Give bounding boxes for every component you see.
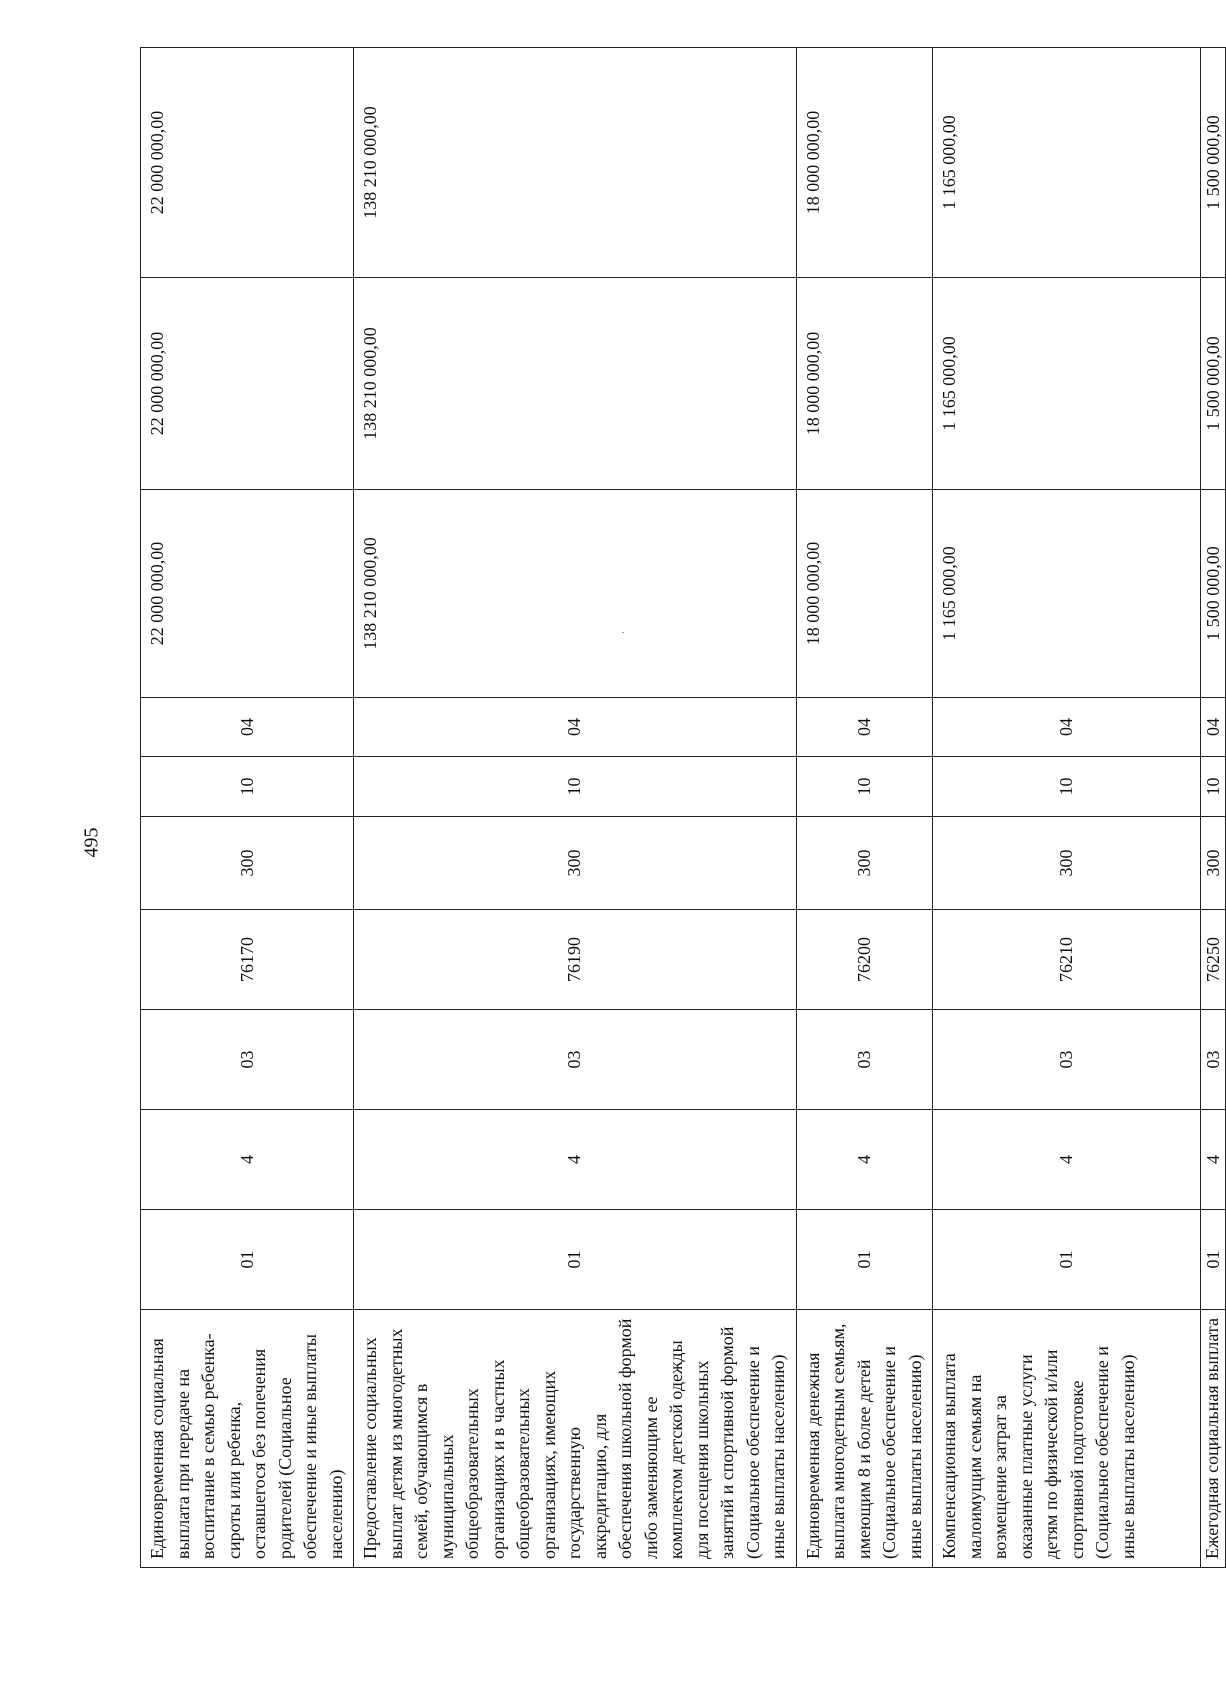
code-01: 01 (1201, 1210, 1226, 1310)
subsection-code: 04 (354, 698, 797, 757)
code-01: 01 (141, 1210, 354, 1310)
code-03: 03 (354, 1010, 797, 1110)
amount-2: 138 210 000,00 (354, 278, 797, 490)
table-row (796, 48, 933, 1568)
code-4: 4 (933, 1110, 1201, 1210)
row-name: Единовременная социальная выплата при передаче на воспитание в семью ребенка-сироты или ребенка, оставшегося без попечения родителей (Социальное обеспечение и иные выплаты населению) (141, 1310, 354, 1568)
section-code: 10 (141, 757, 354, 817)
subsection-code: 04 (933, 698, 1201, 757)
amount-2: 1 500 000,00 (1201, 278, 1226, 490)
amount-2: 1 165 000,00 (933, 278, 1201, 490)
amount-3: 1 500 000,00 (1201, 48, 1226, 278)
table-row (933, 48, 1201, 1568)
expense-type: 300 (796, 817, 933, 910)
amount-1: 1 500 000,00 (1201, 490, 1226, 698)
subsection-code: 04 (1201, 698, 1226, 757)
code-4: 4 (1201, 1110, 1226, 1210)
table-row (354, 48, 797, 1568)
amount-3: 22 000 000,00 (141, 48, 354, 278)
amount-1: 22 000 000,00 (141, 490, 354, 698)
budget-table (140, 47, 1226, 1568)
amount-3: 138 210 000,00 (354, 48, 797, 278)
amount-1: 138 210 000,00 (354, 490, 797, 698)
expense-type: 300 (354, 817, 797, 910)
code-01: 01 (354, 1210, 797, 1310)
code-03: 03 (141, 1010, 354, 1110)
code-4: 4 (354, 1110, 797, 1210)
expense-type: 300 (1201, 817, 1226, 910)
amount-1: 1 165 000,00 (933, 490, 1201, 698)
target-code: 76200 (796, 910, 933, 1010)
row-name: Ежегодная социальная выплата (1201, 1310, 1226, 1568)
code-4: 4 (796, 1110, 933, 1210)
section-code: 10 (933, 757, 1201, 817)
amount-2: 22 000 000,00 (141, 278, 354, 490)
row-name: Компенсационная выплата малоимущим семьям на возмещение затрат за оказанные платные услуги детям по физической и/или спортивной подготовке (Социальное обеспечение и иные выплаты населению) (933, 1310, 1201, 1568)
subsection-code: 04 (141, 698, 354, 757)
budget-table-rotated (140, 48, 1223, 1568)
code-03: 03 (933, 1010, 1201, 1110)
target-code: 76250 (1201, 910, 1226, 1010)
amount-1: 18 000 000,00 (796, 490, 933, 698)
code-01: 01 (933, 1210, 1201, 1310)
subsection-code: 04 (796, 698, 933, 757)
code-01: 01 (796, 1210, 933, 1310)
amount-3: 1 165 000,00 (933, 48, 1201, 278)
section-code: 10 (1201, 757, 1226, 817)
target-code: 76210 (933, 910, 1201, 1010)
row-name: Предоставление социальных выплат детям из многодетных семей, обучающимся в муниципальных общеобразовательных организациях и в частных общеобразовательных организациях, имеющих государственную аккредитацию, для обеспечения школьной формой либо заменяющим ее комплектом детской одежды для посещения школьных занятий и спортивной формой (Социальное обеспечение и иные выплаты населению) (354, 1310, 797, 1568)
code-03: 03 (1201, 1010, 1226, 1110)
code-03: 03 (796, 1010, 933, 1110)
table-row (1201, 48, 1226, 1568)
target-code: 76190 (354, 910, 797, 1010)
expense-type: 300 (141, 817, 354, 910)
section-code: 10 (354, 757, 797, 817)
row-name: Единовременная денежная выплата многодетным семьям, имеющим 8 и более детей (Социальное обеспечение и иные выплаты населению) (796, 1310, 933, 1568)
amount-2: 18 000 000,00 (796, 278, 933, 490)
expense-type: 300 (933, 817, 1201, 910)
target-code: 76170 (141, 910, 354, 1010)
amount-3: 18 000 000,00 (796, 48, 933, 278)
section-code: 10 (796, 757, 933, 817)
page-number: 495 (80, 827, 103, 858)
code-4: 4 (141, 1110, 354, 1210)
table-row (141, 48, 354, 1568)
